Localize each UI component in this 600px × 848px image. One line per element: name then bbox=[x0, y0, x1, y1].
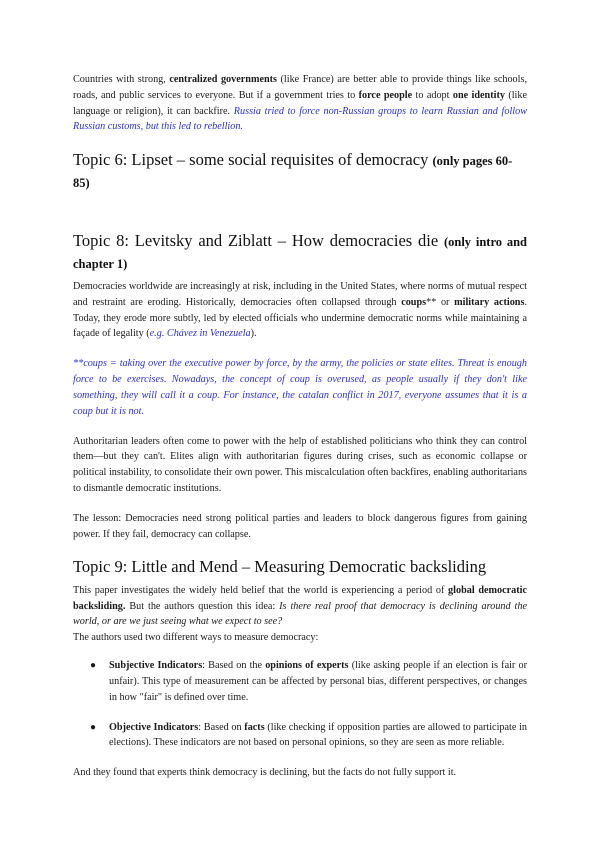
bold-text: global democratic backsliding. bbox=[73, 584, 527, 612]
bold-text: force people bbox=[358, 89, 413, 101]
italic-text: Is there real proof that democracy is declining around the world, or are we just seeing what we expect to see? bbox=[73, 600, 527, 628]
text: (like checking if opposition parties are allowed to participate in elections). These indicators are not based on personal opinions, so they are seen as more reliable. bbox=[109, 721, 527, 749]
text: This paper investigates the widely held belief that the world is experiencing a period of bbox=[73, 584, 449, 596]
blue-italic-text: e.g. Chávez in Venezuela bbox=[149, 328, 251, 340]
bullet-icon: ● bbox=[90, 660, 97, 672]
heading-text: Topic 6: Lipset – some social requisites of democracy bbox=[73, 150, 433, 170]
topic8-heading bbox=[73, 230, 527, 273]
bold-text: centralized governments bbox=[169, 74, 277, 85]
intro-paragraph bbox=[73, 72, 527, 135]
topic8-paragraph-2: Authoritarian leaders often come to power with the help of established politicians who think they can control them—but they can't. Elites align with authoritarian figures during crises, such as economic collapse or political instability, to consolidate their own power. This miscalculation often backfires, enabling authoritarians to dismantle democratic institutions. bbox=[73, 435, 527, 494]
topic9-conclusion: And they found that experts think democracy is declining, but the facts do not fully support it. bbox=[73, 767, 457, 779]
bold-text: military actions bbox=[454, 296, 525, 308]
bold-text: Subjective Indicators bbox=[109, 660, 203, 672]
topic8-paragraph-3: The lesson: Democracies need strong political parties and leaders to block dangerous figures from gaining power. If they fail, democracy can collapse. bbox=[73, 512, 527, 540]
text: ** or bbox=[426, 296, 455, 308]
text: : Based on bbox=[198, 721, 245, 733]
text: (like asking people if an election is fair or unfair). This type of measurement can be affected by personal bias, different perspectives, or changes in how "fair" is defined over time. bbox=[109, 660, 527, 703]
bullet-icon: ● bbox=[90, 721, 97, 733]
text: ). bbox=[250, 328, 257, 340]
text: Countries with strong, bbox=[73, 74, 170, 85]
text: (like language or religion), it can backfire. bbox=[73, 89, 527, 117]
heading-text: Topic 8: Levitsky and Ziblatt – How democracies die bbox=[73, 231, 444, 251]
heading-note: (only pages 60-85) bbox=[73, 154, 513, 190]
measurement-list bbox=[73, 658, 527, 751]
bold-text: coups bbox=[401, 296, 427, 308]
bold-text: facts bbox=[244, 721, 265, 733]
coups-footnote: **coups = taking over the executive power by force, by the army, the policies or state elites. Threat is enough force to be exercises. Nowadays, the concept of coup is overused, as people usually if they don't like something, they will call it a coup. For instance, the catalan conflict in 2017, everyone assumes that it is a coup but it is not. bbox=[73, 358, 527, 417]
bold-text: one identity bbox=[452, 89, 505, 101]
list-item bbox=[73, 658, 527, 705]
topic9-paragraph-1 bbox=[73, 583, 527, 630]
heading-note: (only intro and chapter 1) bbox=[73, 235, 527, 271]
bold-text: Objective Indicators bbox=[109, 721, 199, 733]
blue-italic-text: Russia tried to force non-Russian groups to learn Russian and follow Russian customs, but this led to rebellion. bbox=[73, 105, 527, 133]
text: to adopt bbox=[412, 89, 453, 101]
text: (like France) are better able to provide things like schools, roads, and public services to everyone. But if a government tries to bbox=[73, 74, 527, 101]
topic9-paragraph-2: The authors used two different ways to measure democracy: bbox=[73, 632, 319, 644]
document-page bbox=[73, 72, 527, 781]
text: Democracies worldwide are increasingly at risk, including in the United States, where norms of mutual respect and restraint are eroding. Historically, democracies often collapsed through bbox=[73, 281, 527, 308]
list-item bbox=[73, 720, 527, 752]
text: But the authors question this idea: bbox=[125, 600, 280, 612]
bold-text: opinions of experts bbox=[265, 660, 349, 672]
topic6-heading bbox=[73, 149, 527, 192]
topic9-heading: Topic 9: Little and Mend – Measuring Democratic backsliding bbox=[73, 557, 487, 577]
text: . Today, they erode more subtly, led by elected officials who undermine democratic norms while maintaining a façade of legality ( bbox=[73, 296, 527, 340]
text: : Based on the bbox=[202, 660, 266, 672]
topic8-paragraph-1 bbox=[73, 279, 527, 342]
